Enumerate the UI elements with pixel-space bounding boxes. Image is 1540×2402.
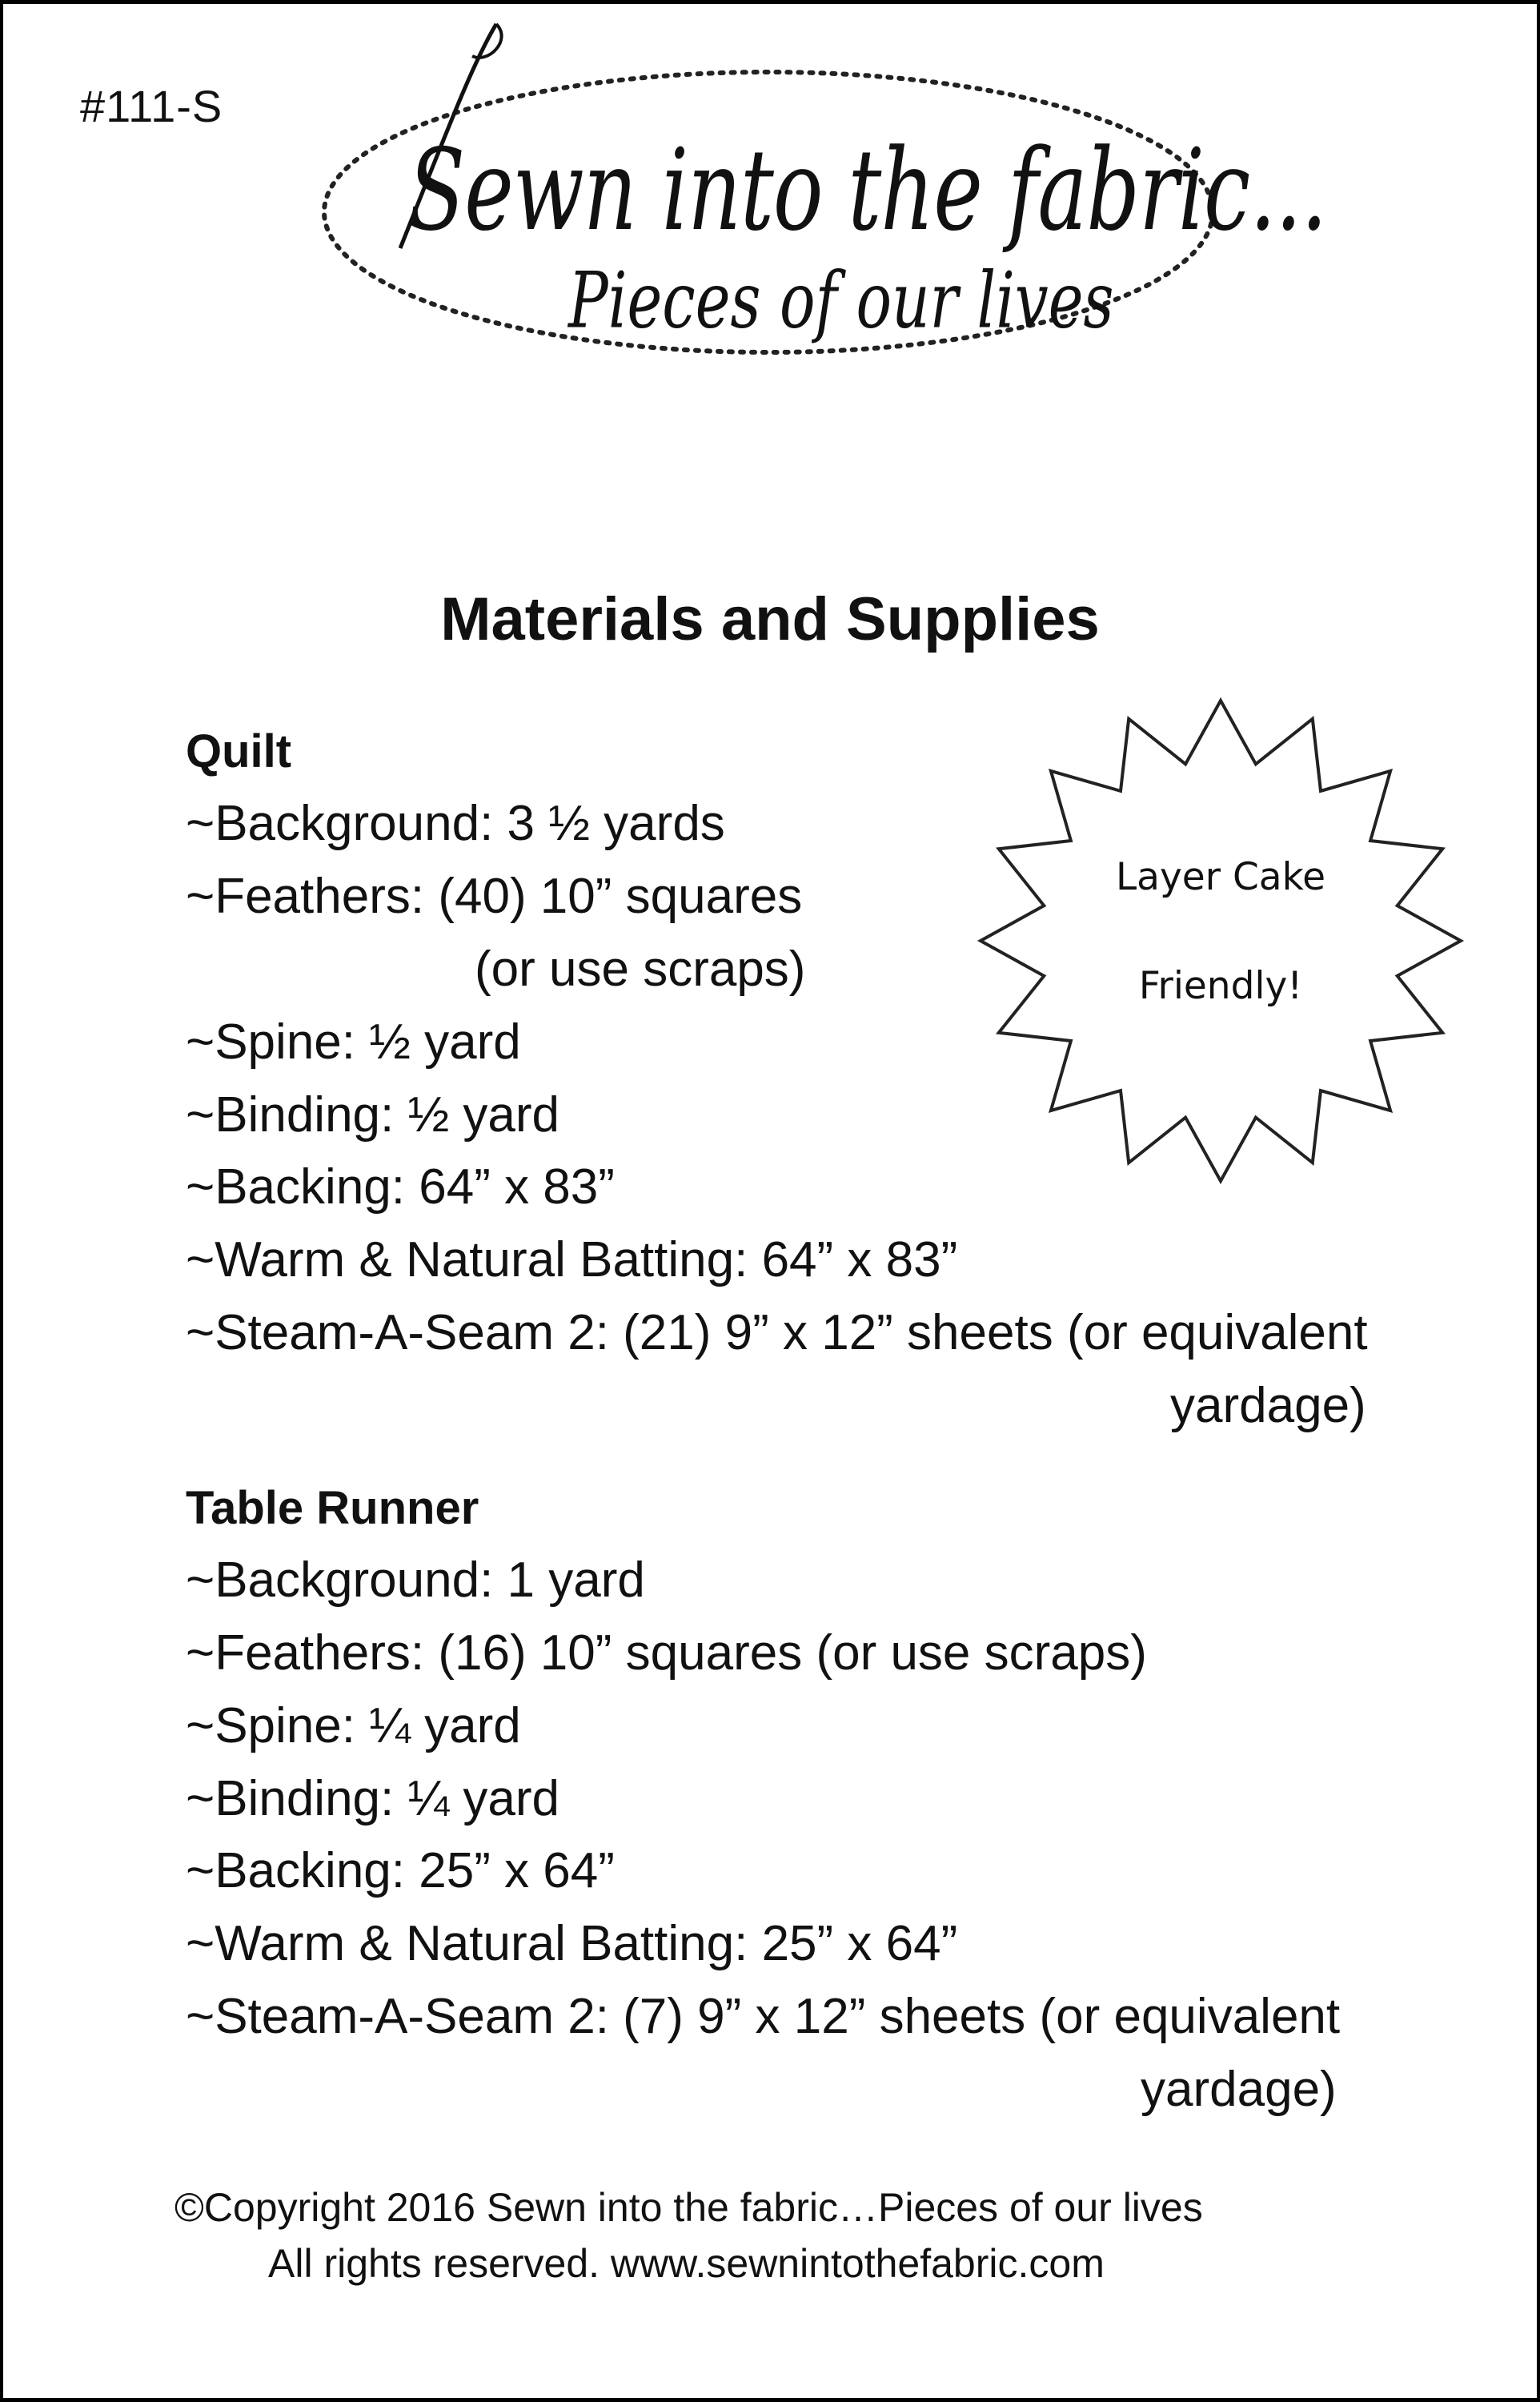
table-runner-section-title: Table Runner: [186, 1482, 479, 1534]
quilt-item: ~Feathers: (40) 10” squares: [186, 869, 803, 924]
burst-line-1: Layer Cake: [1115, 855, 1326, 899]
table-runner-item: ~Warm & Natural Batting: 25” x 64”: [186, 1916, 958, 1971]
logo-subtitle: Pieces of our lives: [568, 256, 1114, 346]
table-runner-item: ~Binding: ¼ yard: [186, 1771, 560, 1826]
layer-cake-friendly-burst: [973, 689, 1469, 1193]
quilt-section-title: Quilt: [186, 725, 292, 777]
table-runner-item: ~Background: 1 yard: [186, 1552, 645, 1608]
table-runner-item: ~Feathers: (16) 10” squares (or use scraps): [186, 1625, 1147, 1681]
starburst-icon: [973, 689, 1469, 1193]
logo-title: Sewn into the fabric...: [408, 124, 1327, 256]
quilt-item: yardage): [1170, 1378, 1366, 1433]
quilt-item: ~Steam-A-Seam 2: (21) 9” x 12” sheets (or equivalent: [186, 1305, 1368, 1360]
quilt-item: ~Binding: ½ yard: [186, 1087, 560, 1143]
quilt-item: ~Background: 3 ½ yards: [186, 796, 725, 851]
brand-logo: [312, 16, 1327, 368]
quilt-item: (or use scraps): [475, 942, 806, 997]
pattern-number: #111-S: [80, 81, 223, 131]
quilt-item: ~Backing: 64” x 83”: [186, 1159, 615, 1215]
rights-and-website-line: All rights reserved. www.sewnintothefabric.com: [268, 2241, 1105, 2286]
copyright-line: ©Copyright 2016 Sewn into the fabric…Pieces of our lives: [174, 2185, 1203, 2230]
burst-line-2: Friendly!: [1138, 964, 1303, 1008]
table-runner-item: ~Backing: 25” x 64”: [186, 1843, 615, 1898]
table-runner-item: ~Spine: ¼ yard: [186, 1698, 521, 1753]
quilt-item: ~Warm & Natural Batting: 64” x 83”: [186, 1232, 958, 1287]
table-runner-item: ~Steam-A-Seam 2: (7) 9” x 12” sheets (or equivalent: [186, 1989, 1341, 2044]
page-title: Materials and Supplies: [440, 585, 1100, 653]
quilt-item: ~Spine: ½ yard: [186, 1014, 521, 1070]
table-runner-item: yardage): [1141, 2062, 1337, 2117]
